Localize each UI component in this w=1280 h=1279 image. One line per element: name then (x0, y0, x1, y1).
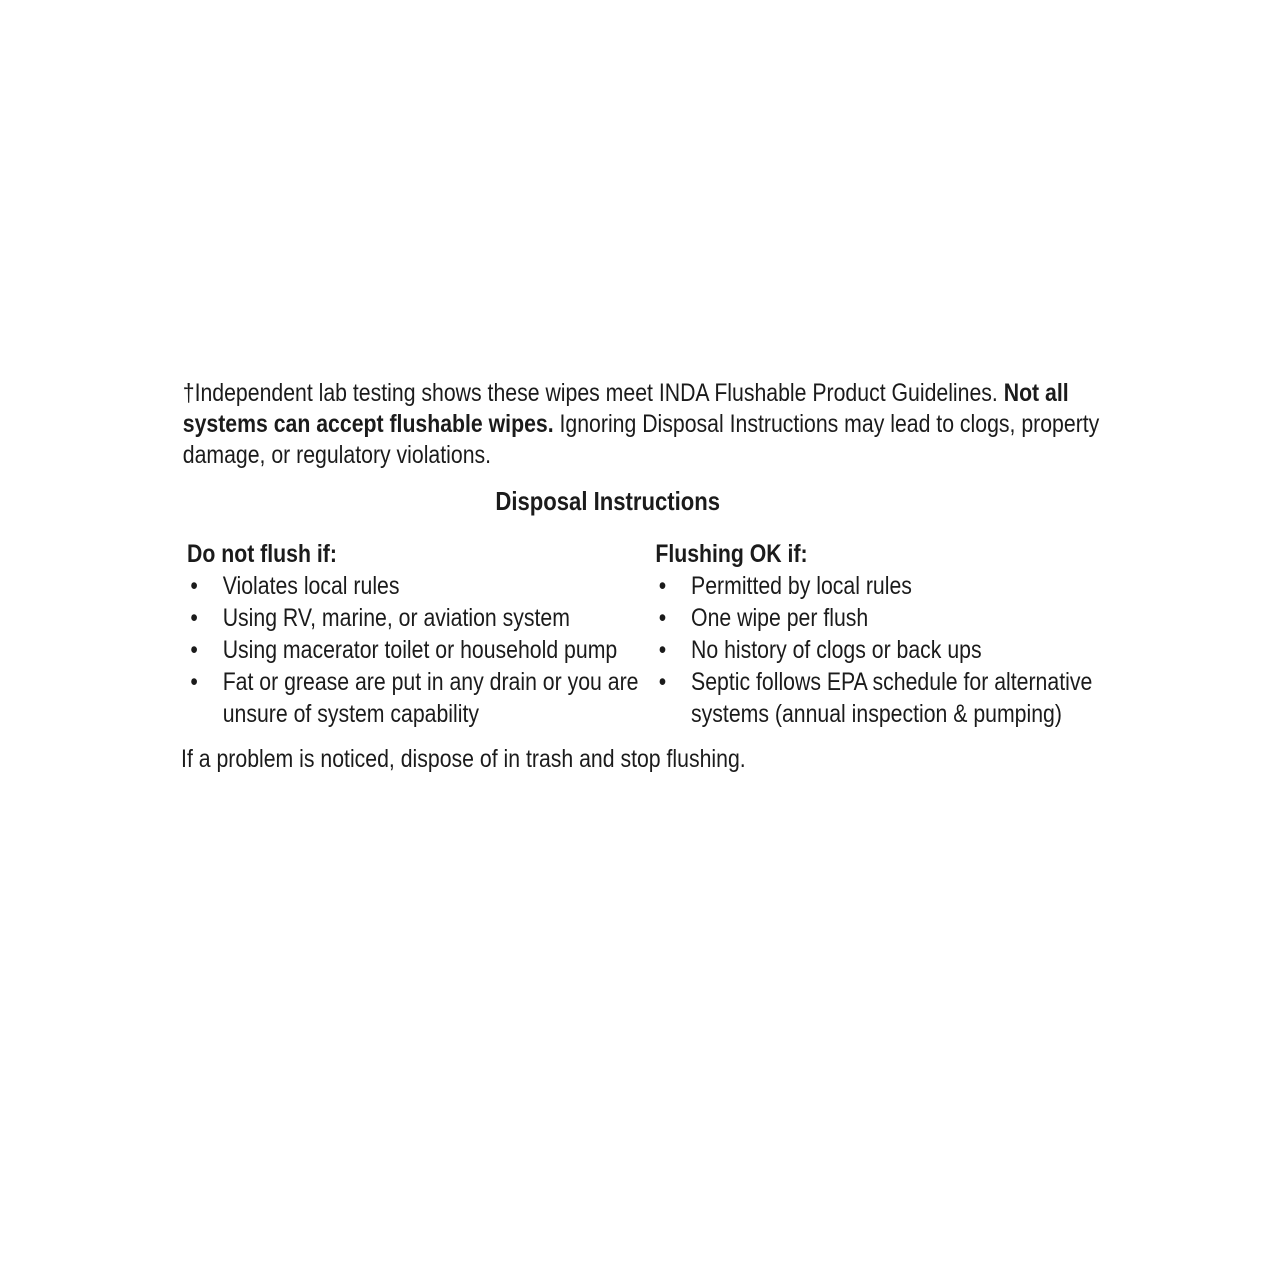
list-item: • Violates local rules (187, 570, 639, 602)
disposal-columns (187, 538, 1280, 730)
footer-note: If a problem is noticed, dispose of in trash and stop flushing. (181, 745, 746, 773)
flushing-ok-list (655, 570, 1123, 730)
list-item: • Using RV, marine, or aviation system (187, 602, 639, 634)
intro-text: Ignoring Disposal Instructions may lead to clogs, property (553, 410, 1100, 438)
intro-line (183, 378, 1280, 409)
do-not-flush-heading: Do not flush if: (187, 540, 337, 568)
flushing-ok-column (655, 538, 1123, 730)
list-item: • Using macerator toilet or household pump (187, 634, 639, 666)
list-item: • Septic follows EPA schedule for alternative systems (annual inspection & pumping) (655, 666, 1107, 730)
intro-bold-text: systems can accept flushable wipes. (182, 410, 554, 438)
intro-text: †Independent lab testing shows these wipes meet INDA Flushable Product Guidelines. (182, 379, 1004, 407)
intro-bold-text: Not all (1003, 379, 1069, 407)
list-item: • Fat or grease are put in any drain or you are unsure of system capability (187, 666, 639, 730)
intro-paragraph (183, 378, 1280, 471)
do-not-flush-column (187, 538, 655, 730)
intro-line (183, 409, 1280, 440)
list-item: • One wipe per flush (655, 602, 1107, 634)
flushing-ok-heading: Flushing OK if: (655, 540, 808, 568)
list-item: • No history of clogs or back ups (655, 634, 1107, 666)
intro-line (183, 440, 1280, 471)
intro-text: damage, or regulatory violations. (182, 441, 492, 469)
list-item: • Permitted by local rules (655, 570, 1107, 602)
disposal-instructions-heading: Disposal Instructions (495, 486, 721, 516)
do-not-flush-list (187, 570, 655, 730)
